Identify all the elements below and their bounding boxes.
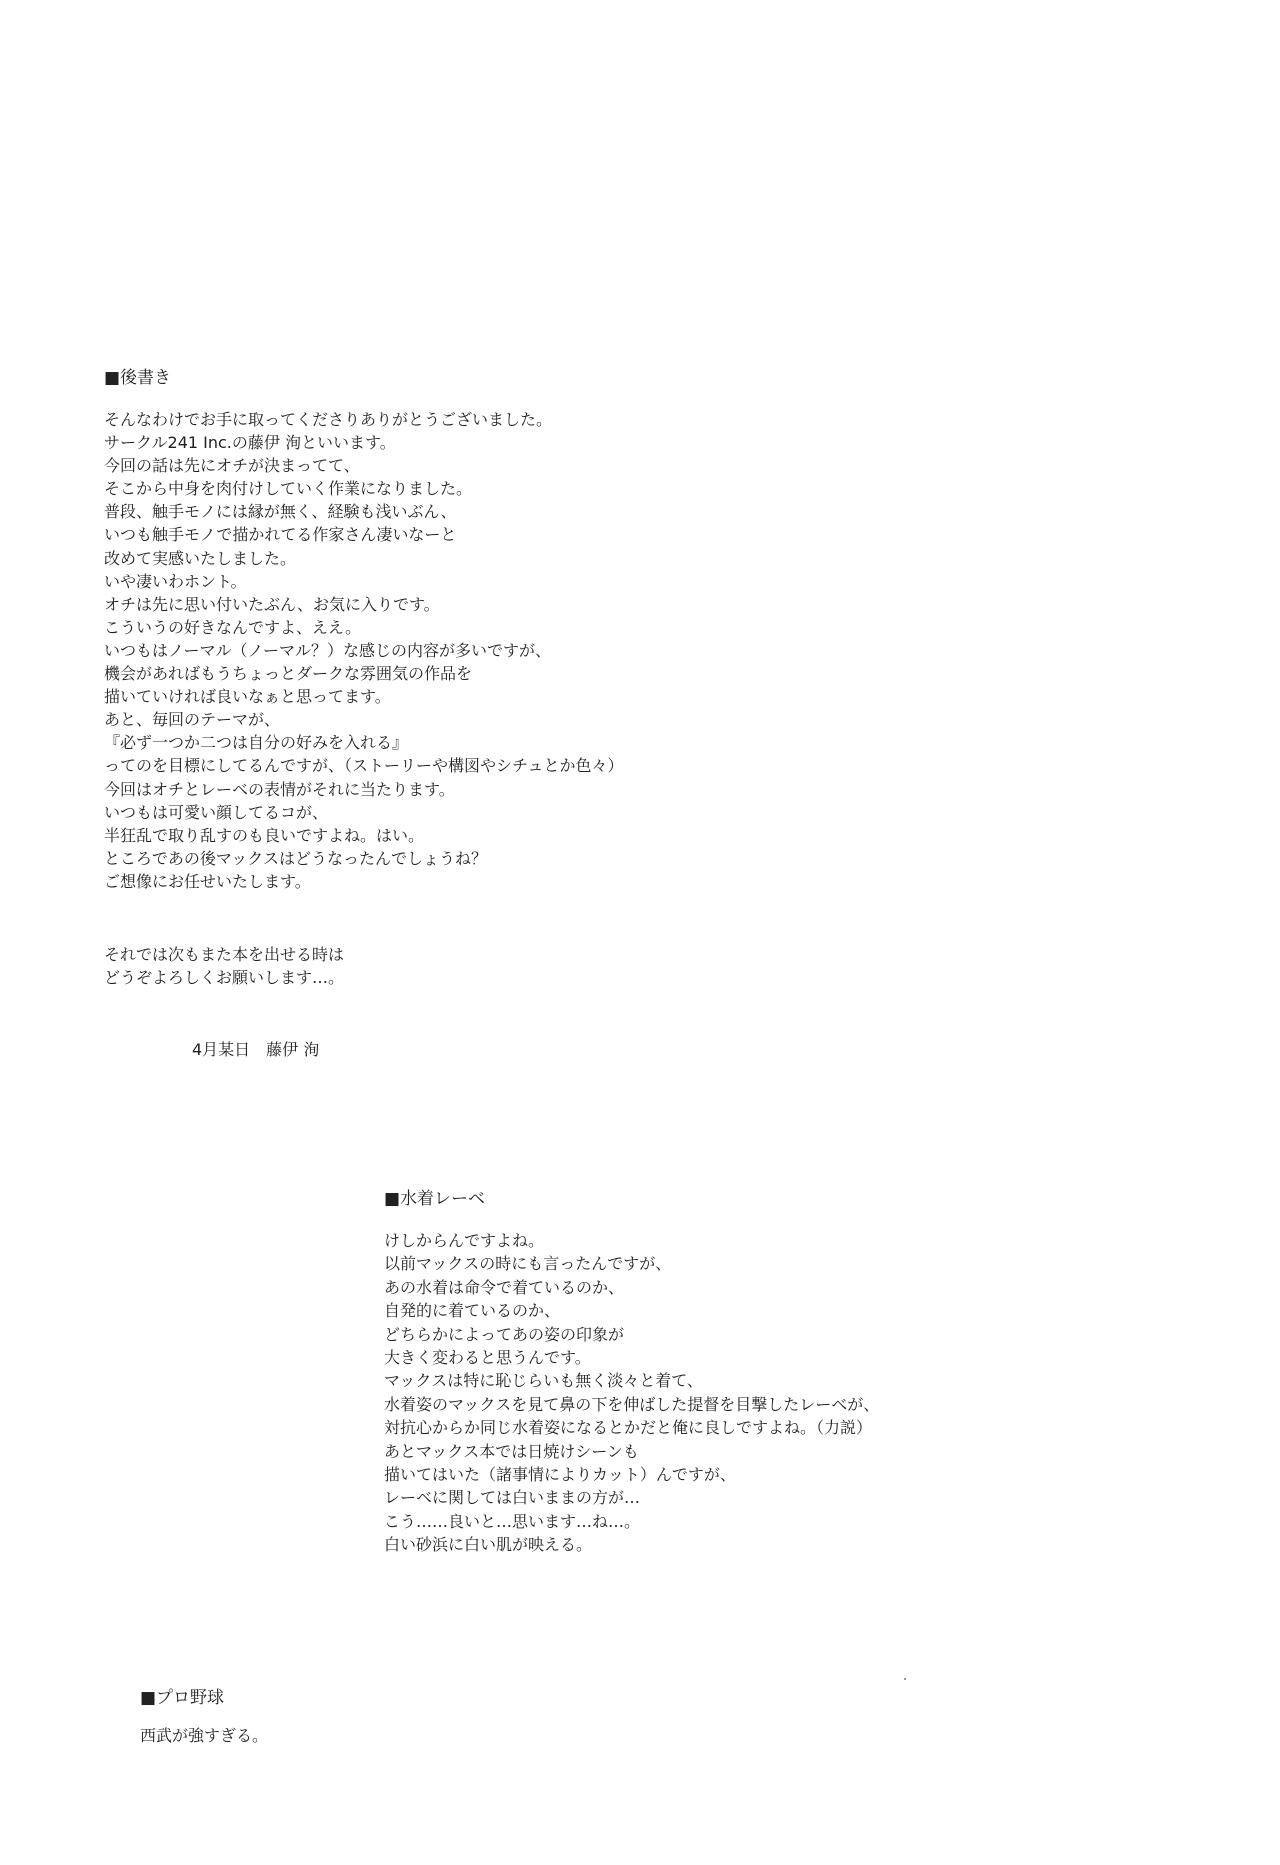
swimsuit-body (384, 1229, 879, 1556)
text-line: そこから中身を肉付けしていく作業になりました。 (104, 479, 473, 499)
text-line: あの水着は命令で着ているのか、 (384, 1277, 625, 1297)
text-line: ご想像にお任せいたします。 (104, 871, 311, 891)
text-line: そんなわけでお手に取ってくださりありがとうございました。 (104, 410, 553, 429)
text-line: どうぞよろしくお願いします…。 (104, 968, 345, 988)
text-line: 大きく変わると思うんです。 (384, 1347, 591, 1367)
text-line: けしからんですよね。 (384, 1231, 545, 1250)
text-line: あとマックス本では日焼けシーンも (384, 1441, 639, 1461)
text-line: それでは次もまた本を出せる時は (104, 945, 345, 964)
swimsuit-section (384, 1187, 879, 1556)
text-line: 今回の話は先にオチが決まってて、 (104, 456, 360, 476)
swimsuit-heading: ■水着レーベ (384, 1189, 486, 1209)
text-line: 以前マックスの時にも言ったんですが、 (384, 1254, 672, 1274)
text-line: いつもは可愛い顔してるコが、 (104, 802, 329, 822)
text-line: いつも触手モノで描かれてる作家さん凄いなーと (104, 525, 457, 545)
text-line: サークル241 Inc.の藤伊 洵といいます。 (104, 433, 396, 453)
text-line: どちらかによってあの姿の印象が (384, 1324, 625, 1344)
text-line: こういうの好きなんですよ、ええ。 (104, 617, 361, 637)
text-line: 改めて実感いたしました。 (104, 548, 297, 568)
baseball-heading: ■プロ野球 (140, 1688, 225, 1708)
text-line: 自発的に着ているのか、 (384, 1301, 561, 1321)
scan-speck (904, 1678, 906, 1680)
text-line: マックスは特に恥じらいも無く淡々と着て、 (384, 1371, 703, 1391)
text-line: こう……良いと…思います…ね…。 (384, 1511, 641, 1531)
text-line: 今回はオチとレーベの表情がそれに当たります。 (104, 779, 455, 799)
text-line: あと、毎回のテーマが、 (104, 710, 281, 730)
text-line: 描いてはいた（諸事情によりカット）んですが、 (384, 1464, 736, 1484)
text-line: ってのを目標にしてるんですが、（ストーリーや構図やシチュとか色々） (104, 756, 624, 776)
text-line: 対抗心からか同じ水着姿になるとかだと俺に良しですよね。（力説） (384, 1418, 873, 1438)
baseball-body (140, 1724, 268, 1747)
closing-section (104, 943, 344, 989)
text-line: 普段、触手モノには縁が無く、経験も浅いぶん、 (104, 502, 457, 522)
text-line: 白い砂浜に白い肌が映える。 (384, 1535, 593, 1555)
text-line: オチは先に思い付いたぶん、お気に入りです。 (104, 594, 440, 614)
text-line: 『必ず一つか二つは自分の好みを入れる』 (104, 733, 409, 753)
afterword-body (104, 408, 624, 893)
closing-body (104, 943, 344, 989)
baseball-section (140, 1686, 268, 1747)
text-line: いや凄いわホント。 (104, 571, 247, 591)
afterword-section (104, 366, 624, 893)
text-line: 機会があればもうちょっとダークな雰囲気の作品を (104, 664, 473, 684)
text-line: ところであの後マックスはどうなったんでしょうね？ (104, 848, 488, 868)
text-line: 水着姿のマックスを見て鼻の下を伸ばした提督を目撃したレーベが、 (384, 1394, 880, 1414)
afterword-heading: ■後書き (104, 368, 172, 388)
text-line: 描いていければ良いなぁと思ってます。 (104, 687, 391, 707)
text-line: 西武が強すぎる。 (140, 1726, 269, 1745)
text-line: レーベに関しては白いままの方が… (384, 1488, 641, 1508)
text-line: いつもはノーマル（ノーマル？）な感じの内容が多いですが、 (104, 640, 552, 660)
signature-line: 4月某日 藤伊 洵 (192, 1040, 320, 1059)
text-line: 半狂乱で取り乱すのも良いですよね。はい。 (104, 825, 425, 845)
